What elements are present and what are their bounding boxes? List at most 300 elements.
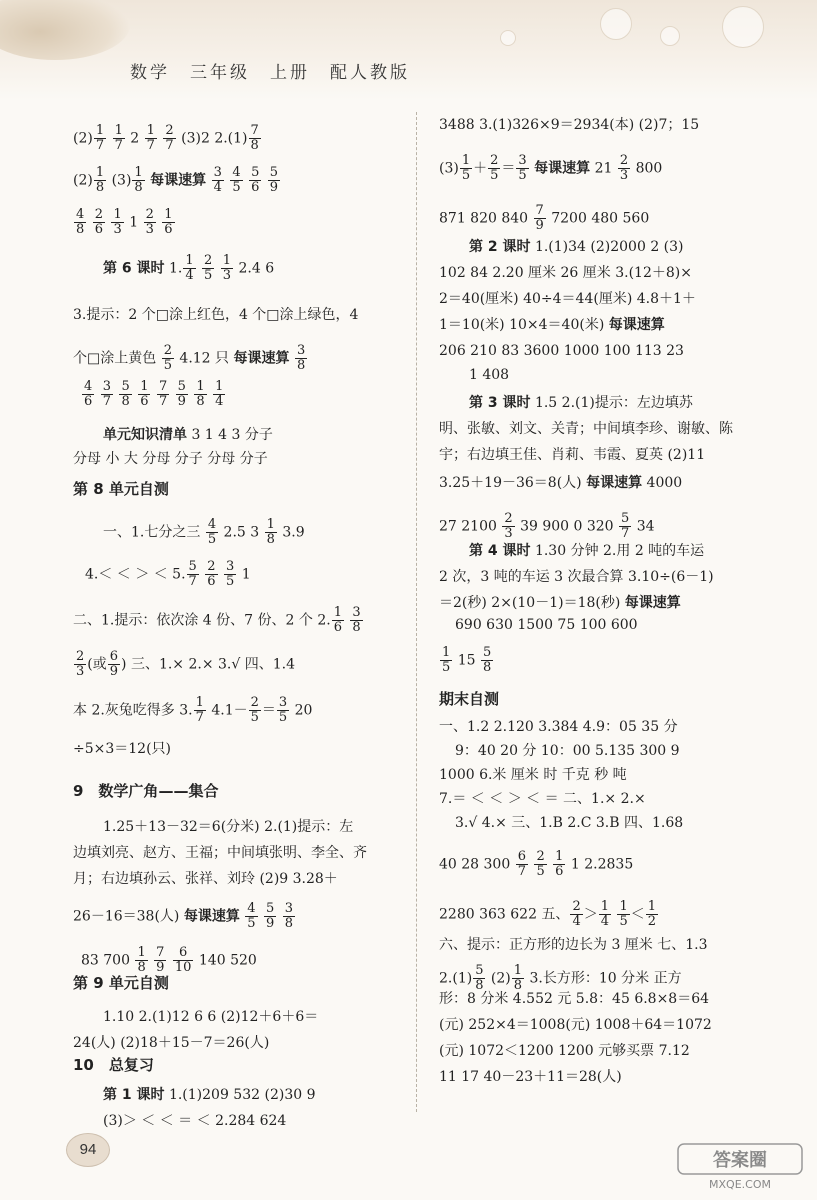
denominator: 6 (207, 574, 216, 589)
numerator: 1 (95, 123, 105, 138)
numerator: 1 (647, 899, 657, 914)
fraction (94, 124, 106, 153)
line-text: (2) (73, 172, 93, 189)
line-text: 一、1.七分之三 (103, 524, 205, 541)
denominator: 7 (165, 138, 174, 153)
numerator: 2 (490, 153, 499, 168)
numerator: 5 (475, 963, 484, 978)
answer-line (73, 696, 312, 725)
denominator: 6 (140, 394, 149, 409)
svg-text:MXQE.COM: MXQE.COM (709, 1178, 771, 1191)
fraction (599, 900, 611, 929)
answer-line (439, 154, 662, 183)
line-text: 3.25＋19－36＝8(人) (439, 475, 587, 491)
numerator: 6 (179, 945, 188, 960)
bold-label: 每课速算 (624, 595, 681, 611)
line-text: 3 1 4 3 分子 (187, 427, 273, 443)
fraction (212, 166, 224, 195)
numerator: 3 (518, 153, 527, 168)
denominator: 9 (109, 664, 119, 679)
fraction (162, 208, 174, 237)
section-heading (73, 1056, 154, 1074)
answer-line (103, 254, 274, 283)
denominator: 7 (102, 394, 112, 409)
denominator: 3 (504, 526, 513, 541)
numerator: 5 (269, 165, 279, 180)
numerator: 4 (232, 165, 241, 180)
bold-label: 第 1 课时 (103, 1087, 165, 1103)
fraction (202, 254, 214, 283)
bubble-decoration (660, 26, 680, 46)
answer-line (103, 1086, 316, 1104)
line-text: (3) (439, 160, 459, 177)
numerator: 4 (207, 517, 217, 532)
line-text (259, 909, 263, 925)
line-text (225, 173, 229, 189)
fraction (162, 344, 174, 373)
numerator: 2 (572, 899, 581, 914)
line-text: ＋ (473, 160, 488, 177)
line-text (133, 387, 137, 403)
bold-label: 第 2 课时 (469, 239, 531, 255)
fraction (534, 850, 546, 879)
numerator: 1 (185, 253, 194, 268)
bold-label: 第 3 课时 (469, 395, 531, 411)
numerator: 6 (109, 649, 119, 664)
answer-line (439, 204, 649, 233)
denominator: 7 (188, 574, 197, 589)
denominator: 8 (137, 960, 146, 975)
numerator: 7 (158, 379, 168, 394)
fraction (111, 208, 123, 237)
answer-line (73, 1034, 269, 1052)
fraction (205, 560, 217, 589)
line-text: 月；右边填孙云、张祥、刘玲 (2)9 3.28＋ (73, 871, 338, 887)
fraction (646, 900, 658, 929)
fraction (163, 124, 175, 153)
line-text: 1 2.2835 (566, 856, 634, 873)
section-heading (73, 782, 218, 800)
answer-line (439, 990, 709, 1008)
line-text: 3.√ 4.× 三、1.B 2.C 3.B 四、1.68 (455, 815, 684, 831)
fraction (516, 154, 528, 183)
line-text: 9 数学广角——集合 (73, 782, 219, 800)
line-text (262, 173, 266, 189)
numerator: 1 (164, 207, 173, 222)
page-title: 数学 三年级 上册 配人教版 (130, 63, 410, 83)
fraction (502, 512, 514, 541)
answer-line (73, 606, 364, 635)
denominator: 5 (250, 710, 259, 725)
line-text: 1 (124, 214, 143, 231)
line-text (189, 387, 193, 403)
denominator: 7 (621, 526, 630, 541)
line-text: 2＝40(厘米) 40÷4＝44(厘米) 4.8＋1＋ (439, 291, 696, 307)
line-text: 11 17 40－23＋11＝28(人) (439, 1069, 622, 1085)
line-text (114, 387, 118, 403)
line-text: 第 8 单元自测 (73, 480, 169, 498)
line-text: (2) (73, 130, 93, 147)
denominator: 4 (572, 914, 581, 929)
numerator: 1 (513, 963, 523, 978)
bold-label: 第 4 课时 (469, 543, 531, 559)
numerator: 1 (461, 153, 471, 168)
denominator: 5 (278, 710, 288, 725)
line-text (167, 953, 171, 969)
numerator: 3 (225, 559, 235, 574)
line-text: 二、1.提示：依次涂 4 份、7 份、2 个 2. (73, 612, 331, 629)
line-text: 871 820 840 (439, 210, 533, 227)
line-text: 2.5 3 (219, 524, 264, 541)
answer-line (439, 1016, 712, 1034)
fraction (113, 124, 125, 153)
answer-line (73, 124, 262, 153)
denominator: 8 (134, 180, 143, 195)
line-text: (元) 252×4＝1008(元) 1008＋64＝1072 (439, 1017, 712, 1033)
bubble-decoration (500, 30, 516, 46)
line-text: 1 408 (469, 367, 510, 383)
answer-line (439, 568, 714, 586)
denominator: 8 (121, 394, 130, 409)
answer-line (439, 718, 678, 736)
numerator: 4 (247, 901, 256, 916)
line-text: 本 2.灰兔吃得多 3. (73, 702, 193, 719)
fraction (512, 964, 524, 993)
answer-line (455, 742, 680, 760)
denominator: 8 (250, 138, 259, 153)
answer-line (73, 306, 358, 324)
line-text: 分母 小 大 分母 分子 分母 分子 (73, 451, 268, 467)
numerator: 5 (251, 165, 260, 180)
denominator: 5 (619, 914, 628, 929)
line-text: 2 次，3 吨的车运 3 次最合算 3.10÷(6－1) (439, 569, 714, 585)
line-text (200, 567, 204, 583)
denominator: 5 (232, 180, 241, 195)
answer-line (455, 814, 683, 832)
fraction (245, 902, 257, 931)
line-text: 3.9 (277, 524, 305, 541)
denominator: 5 (247, 916, 256, 931)
fraction (108, 650, 120, 679)
answer-line (439, 342, 684, 360)
line-text: 期末自测 (439, 690, 500, 708)
fraction (101, 380, 113, 409)
line-text: 26－16＝38(人) (73, 908, 184, 925)
line-text (345, 613, 349, 629)
answer-line (73, 870, 338, 888)
answer-line (439, 474, 682, 492)
answer-line (73, 166, 281, 195)
numerator: 2 (76, 649, 85, 664)
numerator: 2 (207, 559, 216, 574)
line-text: 83 700 (81, 952, 135, 969)
line-text: 690 630 1500 75 100 600 (455, 617, 638, 633)
fraction (74, 650, 86, 679)
section-heading (73, 974, 169, 992)
line-text (170, 387, 174, 403)
line-text: ＞ (583, 906, 598, 923)
answer-line (439, 420, 733, 438)
denominator: 6 (251, 180, 260, 195)
numerator: 1 (195, 695, 204, 710)
line-text: 1.5 2.(1)提示：左边填苏 (530, 395, 693, 411)
fraction (277, 696, 289, 725)
fraction (332, 606, 344, 635)
answer-line (103, 818, 353, 836)
numerator: 7 (250, 123, 259, 138)
bold-label: 每课速算 (233, 350, 290, 367)
fraction (619, 512, 631, 541)
line-text: 1.25＋13－32＝6(分米) 2.(1)提示：左 (103, 819, 354, 835)
watermark-logo (676, 1142, 804, 1192)
line-text: 2 (125, 130, 144, 147)
answer-line (439, 790, 646, 808)
bold-label: 每课速算 (608, 317, 665, 333)
fraction (440, 646, 452, 675)
header-band (0, 0, 817, 100)
fraction (144, 208, 156, 237)
answer-line (439, 1042, 690, 1060)
numerator: 5 (121, 379, 130, 394)
numerator: 3 (352, 605, 361, 620)
fraction (473, 964, 485, 993)
line-text: 个□涂上黄色 (73, 350, 161, 367)
fraction (249, 124, 261, 153)
section-heading (439, 690, 499, 708)
answer-line (439, 446, 705, 464)
denominator: 6 (333, 620, 342, 635)
page-number: 94 (66, 1133, 110, 1167)
line-text: 10 总复习 (73, 1056, 154, 1074)
numerator: 2 (94, 207, 104, 222)
numerator: 1 (196, 379, 205, 394)
numerator: 3 (278, 695, 288, 710)
line-text: 40 28 300 (439, 856, 515, 873)
numerator: 6 (517, 849, 526, 864)
answer-line (455, 616, 638, 634)
numerator: 1 (137, 945, 146, 960)
numerator: 1 (140, 379, 149, 394)
numerator: 1 (114, 123, 123, 138)
denominator: 5 (490, 168, 499, 183)
line-text: 1.30 分钟 2.用 2 吨的车运 (530, 543, 705, 559)
fraction (249, 696, 261, 725)
numerator: 1 (555, 849, 564, 864)
answer-line (73, 650, 295, 679)
line-text: 4.12 只 (174, 350, 234, 367)
denominator: 8 (296, 358, 306, 373)
denominator: 8 (513, 978, 523, 993)
line-text (106, 215, 110, 231)
answer-line (469, 366, 509, 384)
numerator: 5 (621, 511, 630, 526)
line-text: 20 (290, 702, 313, 719)
answer-line (439, 900, 659, 929)
numerator: 5 (483, 645, 492, 660)
answer-line (73, 740, 171, 758)
line-text: 3.提示：2 个□涂上红色，4 个□涂上绿色，4 (73, 307, 359, 323)
numerator: 3 (296, 343, 306, 358)
fraction (82, 380, 94, 409)
fraction (157, 380, 169, 409)
answer-line (103, 518, 305, 547)
denominator: 6 (555, 864, 564, 879)
fraction (283, 902, 295, 931)
leaf-decoration (0, 0, 130, 60)
answer-line (469, 238, 684, 256)
line-text: (3)＞ ＜ ＜ ＝ ＜ 2.284 624 (103, 1113, 287, 1129)
numerator: 2 (504, 511, 513, 526)
denominator: 7 (146, 138, 155, 153)
answer-line (439, 512, 655, 541)
fraction (74, 208, 86, 237)
line-text: 1. (164, 260, 183, 277)
fraction (194, 696, 206, 725)
fraction (488, 154, 500, 183)
fraction (132, 166, 144, 195)
line-text: ＝2(秒) 2×(10－1)＝18(秒) (439, 595, 625, 611)
denominator: 8 (196, 394, 205, 409)
line-text (244, 173, 248, 189)
numerator: 1 (113, 207, 122, 222)
line-text (548, 857, 552, 873)
bold-label: 每课速算 (150, 172, 207, 189)
line-text (95, 387, 99, 403)
answer-line (439, 964, 682, 993)
line-text (240, 909, 244, 925)
denominator: 5 (442, 660, 451, 675)
answer-line (439, 116, 699, 134)
line-text: 34 (632, 518, 655, 535)
numerator: 2 (163, 343, 172, 358)
fraction (618, 154, 630, 183)
line-text: ＝ (261, 702, 276, 719)
numerator: 1 (600, 899, 609, 914)
line-text (206, 173, 210, 189)
fraction (194, 380, 206, 409)
line-text: 1＝10(米) 10×4＝40(米) (439, 317, 609, 333)
line-text (219, 567, 223, 583)
line-text: ÷5×3＝12(只) (73, 741, 172, 757)
answer-line (439, 936, 708, 954)
numerator: 1 (95, 165, 105, 180)
fraction (570, 900, 582, 929)
line-text: 15 (453, 652, 480, 669)
numerator: 1 (442, 645, 451, 660)
denominator: 7 (195, 710, 204, 725)
numerator: 1 (146, 123, 155, 138)
numerator: 5 (177, 379, 186, 394)
answer-line (73, 844, 367, 862)
fraction (617, 900, 629, 929)
numerator: 2 (250, 695, 259, 710)
line-text: ) 三、1.× 2.× 3.√ 四、1.4 (121, 656, 296, 673)
denominator: 2 (647, 914, 657, 929)
numerator: 7 (535, 203, 544, 218)
numerator: 1 (134, 165, 143, 180)
denominator: 6 (94, 222, 104, 237)
denominator: 8 (95, 180, 105, 195)
line-text: 24(人) (2)18＋15－7＝26(人) (73, 1035, 270, 1051)
fraction (481, 646, 493, 675)
numerator: 1 (266, 517, 275, 532)
line-text: 2.4 6 (234, 260, 275, 277)
line-text: 3.长方形：10 分米 正方 (525, 970, 682, 987)
bold-label: 每课速算 (534, 160, 591, 177)
line-text (277, 909, 281, 925)
line-text: 27 2100 (439, 518, 502, 535)
numerator: 5 (266, 901, 275, 916)
fraction (119, 380, 131, 409)
denominator: 8 (352, 620, 361, 635)
line-text: 一、1.2 2.120 3.384 4.9：05 35 分 (439, 719, 678, 735)
section-heading (73, 480, 169, 498)
line-text: 2280 363 622 五、 (439, 906, 570, 923)
denominator: 3 (113, 222, 122, 237)
fraction (93, 208, 105, 237)
answer-line (81, 946, 257, 975)
fraction (183, 254, 195, 283)
line-text (157, 215, 161, 231)
denominator: 9 (535, 218, 544, 233)
line-text: 4.1－ (206, 702, 248, 719)
numerator: 3 (102, 379, 112, 394)
fraction (230, 166, 242, 195)
denominator: 8 (483, 660, 492, 675)
line-text: 1.(1)209 532 (2)30 9 (164, 1087, 316, 1103)
denominator: 5 (536, 864, 545, 879)
line-text: ＜ (630, 906, 645, 923)
denominator: 4 (213, 180, 222, 195)
fraction (145, 124, 157, 153)
numerator: 4 (84, 379, 93, 394)
line-text: 140 520 (194, 952, 257, 969)
line-text: 形：8 分米 4.552 元 5.8：45 6.8×8＝64 (439, 991, 710, 1007)
fraction (268, 166, 280, 195)
fraction (224, 560, 236, 589)
answer-line (439, 646, 494, 675)
denominator: 5 (518, 168, 527, 183)
fraction (187, 560, 199, 589)
line-text (87, 215, 91, 231)
fraction (295, 344, 307, 373)
numerator: 4 (76, 207, 85, 222)
line-text: 2.(1) (439, 970, 473, 987)
denominator: 8 (284, 916, 294, 931)
denominator: 7 (95, 138, 105, 153)
line-text: 1.10 2.(1)12 6 6 (2)12＋6＋6＝ (103, 1009, 319, 1025)
answer-line (439, 264, 692, 282)
line-text: 9：40 20 分 10：00 5.135 300 9 (455, 743, 680, 759)
line-text: 102 84 2.20 厘米 26 厘米 3.(12＋8)× (439, 265, 692, 281)
line-text: ＝ (501, 160, 516, 177)
denominator: 3 (222, 268, 232, 283)
answer-line (439, 766, 627, 784)
answer-line (81, 380, 226, 409)
bold-label: 每课速算 (586, 475, 643, 491)
numerator: 7 (156, 945, 165, 960)
denominator: 8 (266, 532, 275, 547)
line-text: 4000 (642, 475, 683, 491)
fraction (213, 380, 225, 409)
numerator: 3 (284, 901, 294, 916)
line-text: 1000 6.米 厘米 时 千克 秒 吨 (439, 767, 627, 783)
line-text (149, 953, 153, 969)
line-text: 边填刘亮、赵方、王福；中间填张明、李全、齐 (73, 845, 367, 861)
denominator: 4 (185, 268, 194, 283)
denominator: 5 (225, 574, 235, 589)
answer-line (469, 542, 704, 560)
